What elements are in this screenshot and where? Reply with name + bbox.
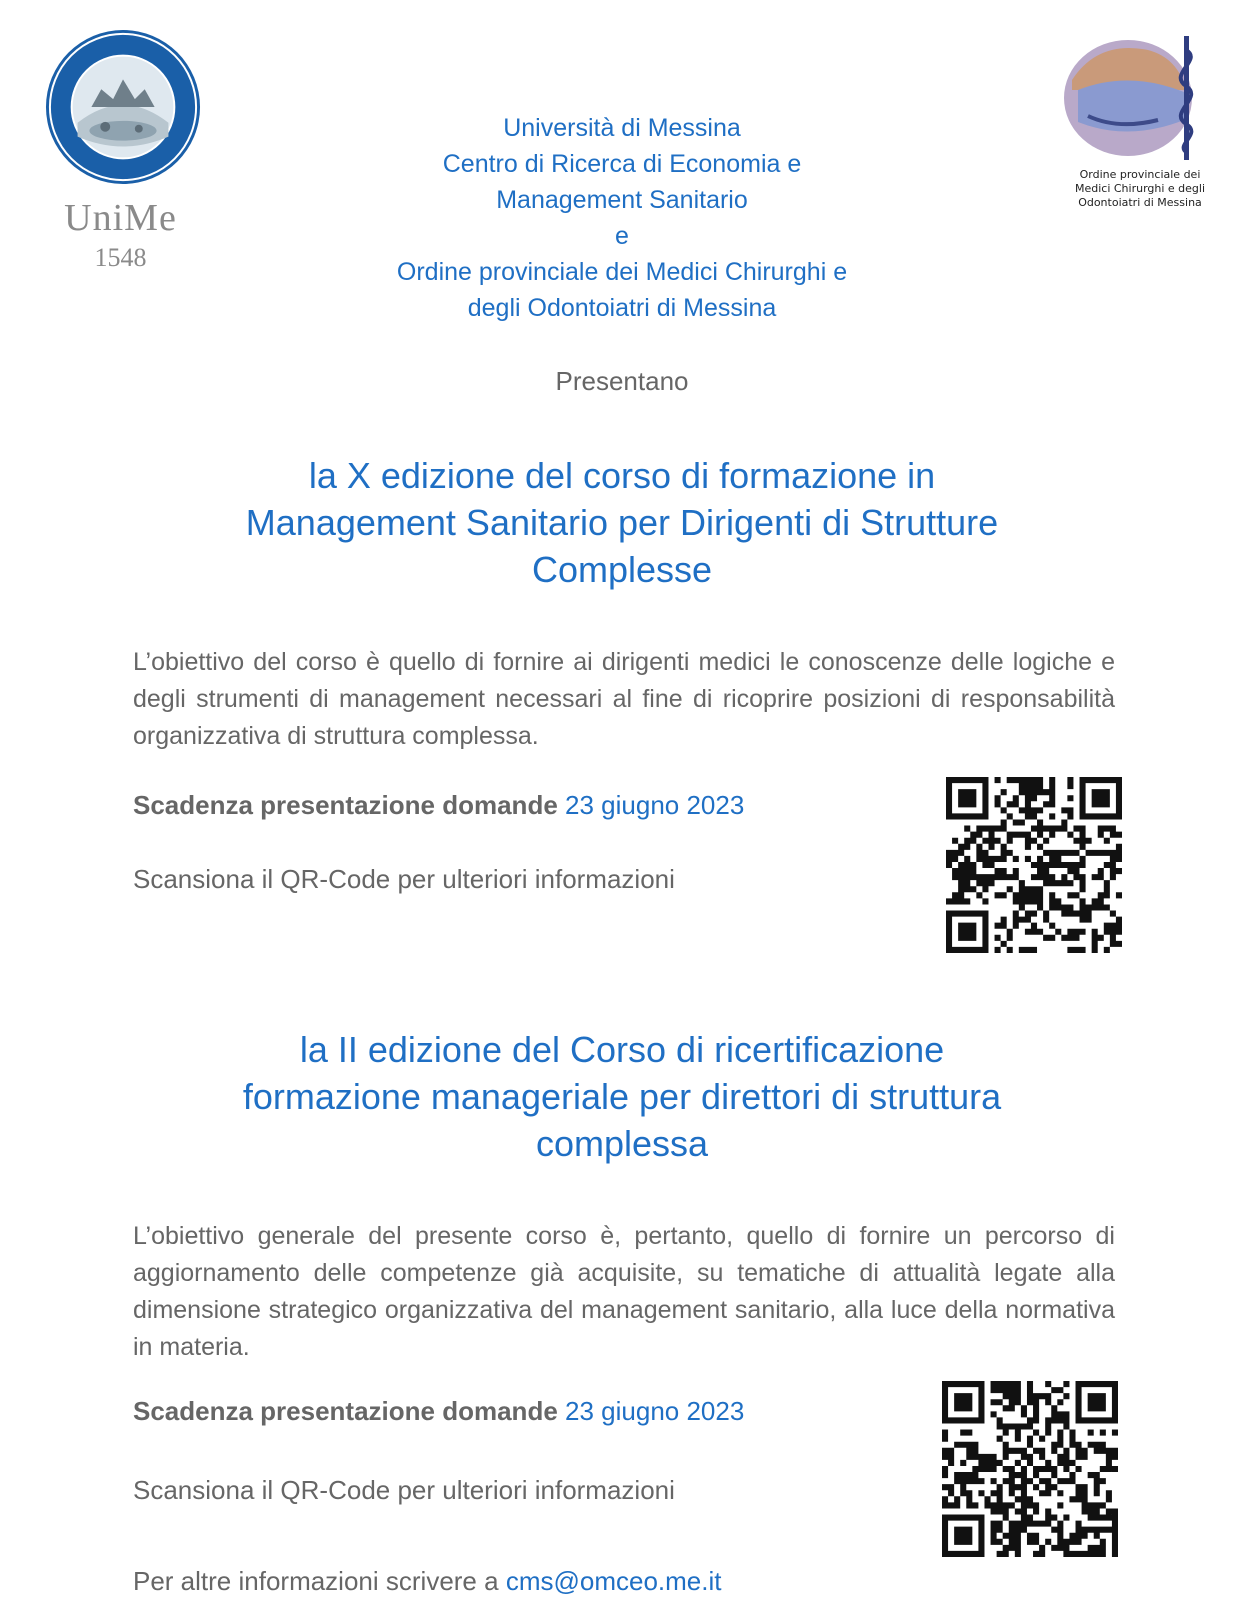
course-1-title-line: Management Sanitario per Dirigenti di Strutture — [245, 502, 999, 543]
contact-line — [133, 1566, 721, 1597]
course-1-title — [120, 452, 1124, 593]
deadline-date: 23 giugno 2023 — [565, 790, 745, 820]
organizers-header — [300, 110, 944, 326]
contact-text: Per altre informazioni scrivere a — [133, 1566, 499, 1596]
course-2-title-line: complessa — [535, 1123, 709, 1164]
header-line: degli Odontoiatri di Messina — [467, 294, 777, 322]
omceo-caption-line: Odontoiatri di Messina — [1078, 196, 1202, 209]
unime-year: 1548 — [94, 243, 147, 272]
unime-logo — [38, 28, 203, 272]
course-1-title-line: Complesse — [531, 549, 713, 590]
course-2-title — [120, 1026, 1124, 1167]
header-line: e — [615, 222, 629, 250]
unime-seal-icon — [44, 28, 202, 186]
omceo-caption — [1050, 168, 1230, 210]
course-1-title-line: la X edizione del corso di formazione in — [308, 455, 936, 496]
qr-code-icon[interactable] — [946, 777, 1122, 953]
header-university: Università di Messina — [503, 114, 741, 142]
deadline-label: Scadenza presentazione domande — [133, 790, 558, 820]
omceo-caption-line: Medici Chirurghi e degli — [1074, 182, 1206, 195]
deadline-label: Scadenza presentazione domande — [133, 1396, 558, 1426]
course-2-description: L’obiettivo generale del presente corso è, pertanto, quello di fornire un percorso di aggiornamento delle competenze già acquisite, su tematiche di attualità legate alla dimensione strategico organizzativa del management sanitario, alla luce della normativa in materia. — [133, 1222, 1115, 1361]
omceo-caption-line: Ordine provinciale dei — [1079, 168, 1201, 181]
presentano-label: Presentano — [555, 366, 689, 396]
header-line: Centro di Ricerca di Economia e — [442, 150, 802, 178]
qr-code-icon[interactable] — [942, 1381, 1118, 1557]
course-1-scan-text: Scansiona il QR-Code per ulteriori informazioni — [133, 864, 675, 894]
unime-wordmark: UniMe — [64, 197, 177, 239]
omceo-logo — [1050, 30, 1230, 220]
course-2-title-line: formazione manageriale per direttori di struttura — [242, 1076, 1002, 1117]
deadline-date: 23 giugno 2023 — [565, 1396, 745, 1426]
course-2-deadline — [133, 1396, 744, 1427]
header-line: Ordine provinciale dei Medici Chirurghi e — [396, 258, 848, 286]
header-line: Management Sanitario — [496, 186, 748, 214]
contact-email-link[interactable]: cms@omceo.me.it — [505, 1566, 722, 1596]
omceo-emblem-icon — [1058, 30, 1218, 165]
course-1-description: L’obiettivo del corso è quello di fornire ai dirigenti medici le conoscenze delle logiche e degli strumenti di management necessari al fine di ricoprire posizioni di responsabilità organizzativa di struttura complessa. — [133, 648, 1115, 750]
course-2-scan-text: Scansiona il QR-Code per ulteriori informazioni — [133, 1475, 675, 1505]
course-1-deadline — [133, 790, 744, 821]
course-2-title-line: la II edizione del Corso di ricertificazione — [299, 1029, 945, 1070]
